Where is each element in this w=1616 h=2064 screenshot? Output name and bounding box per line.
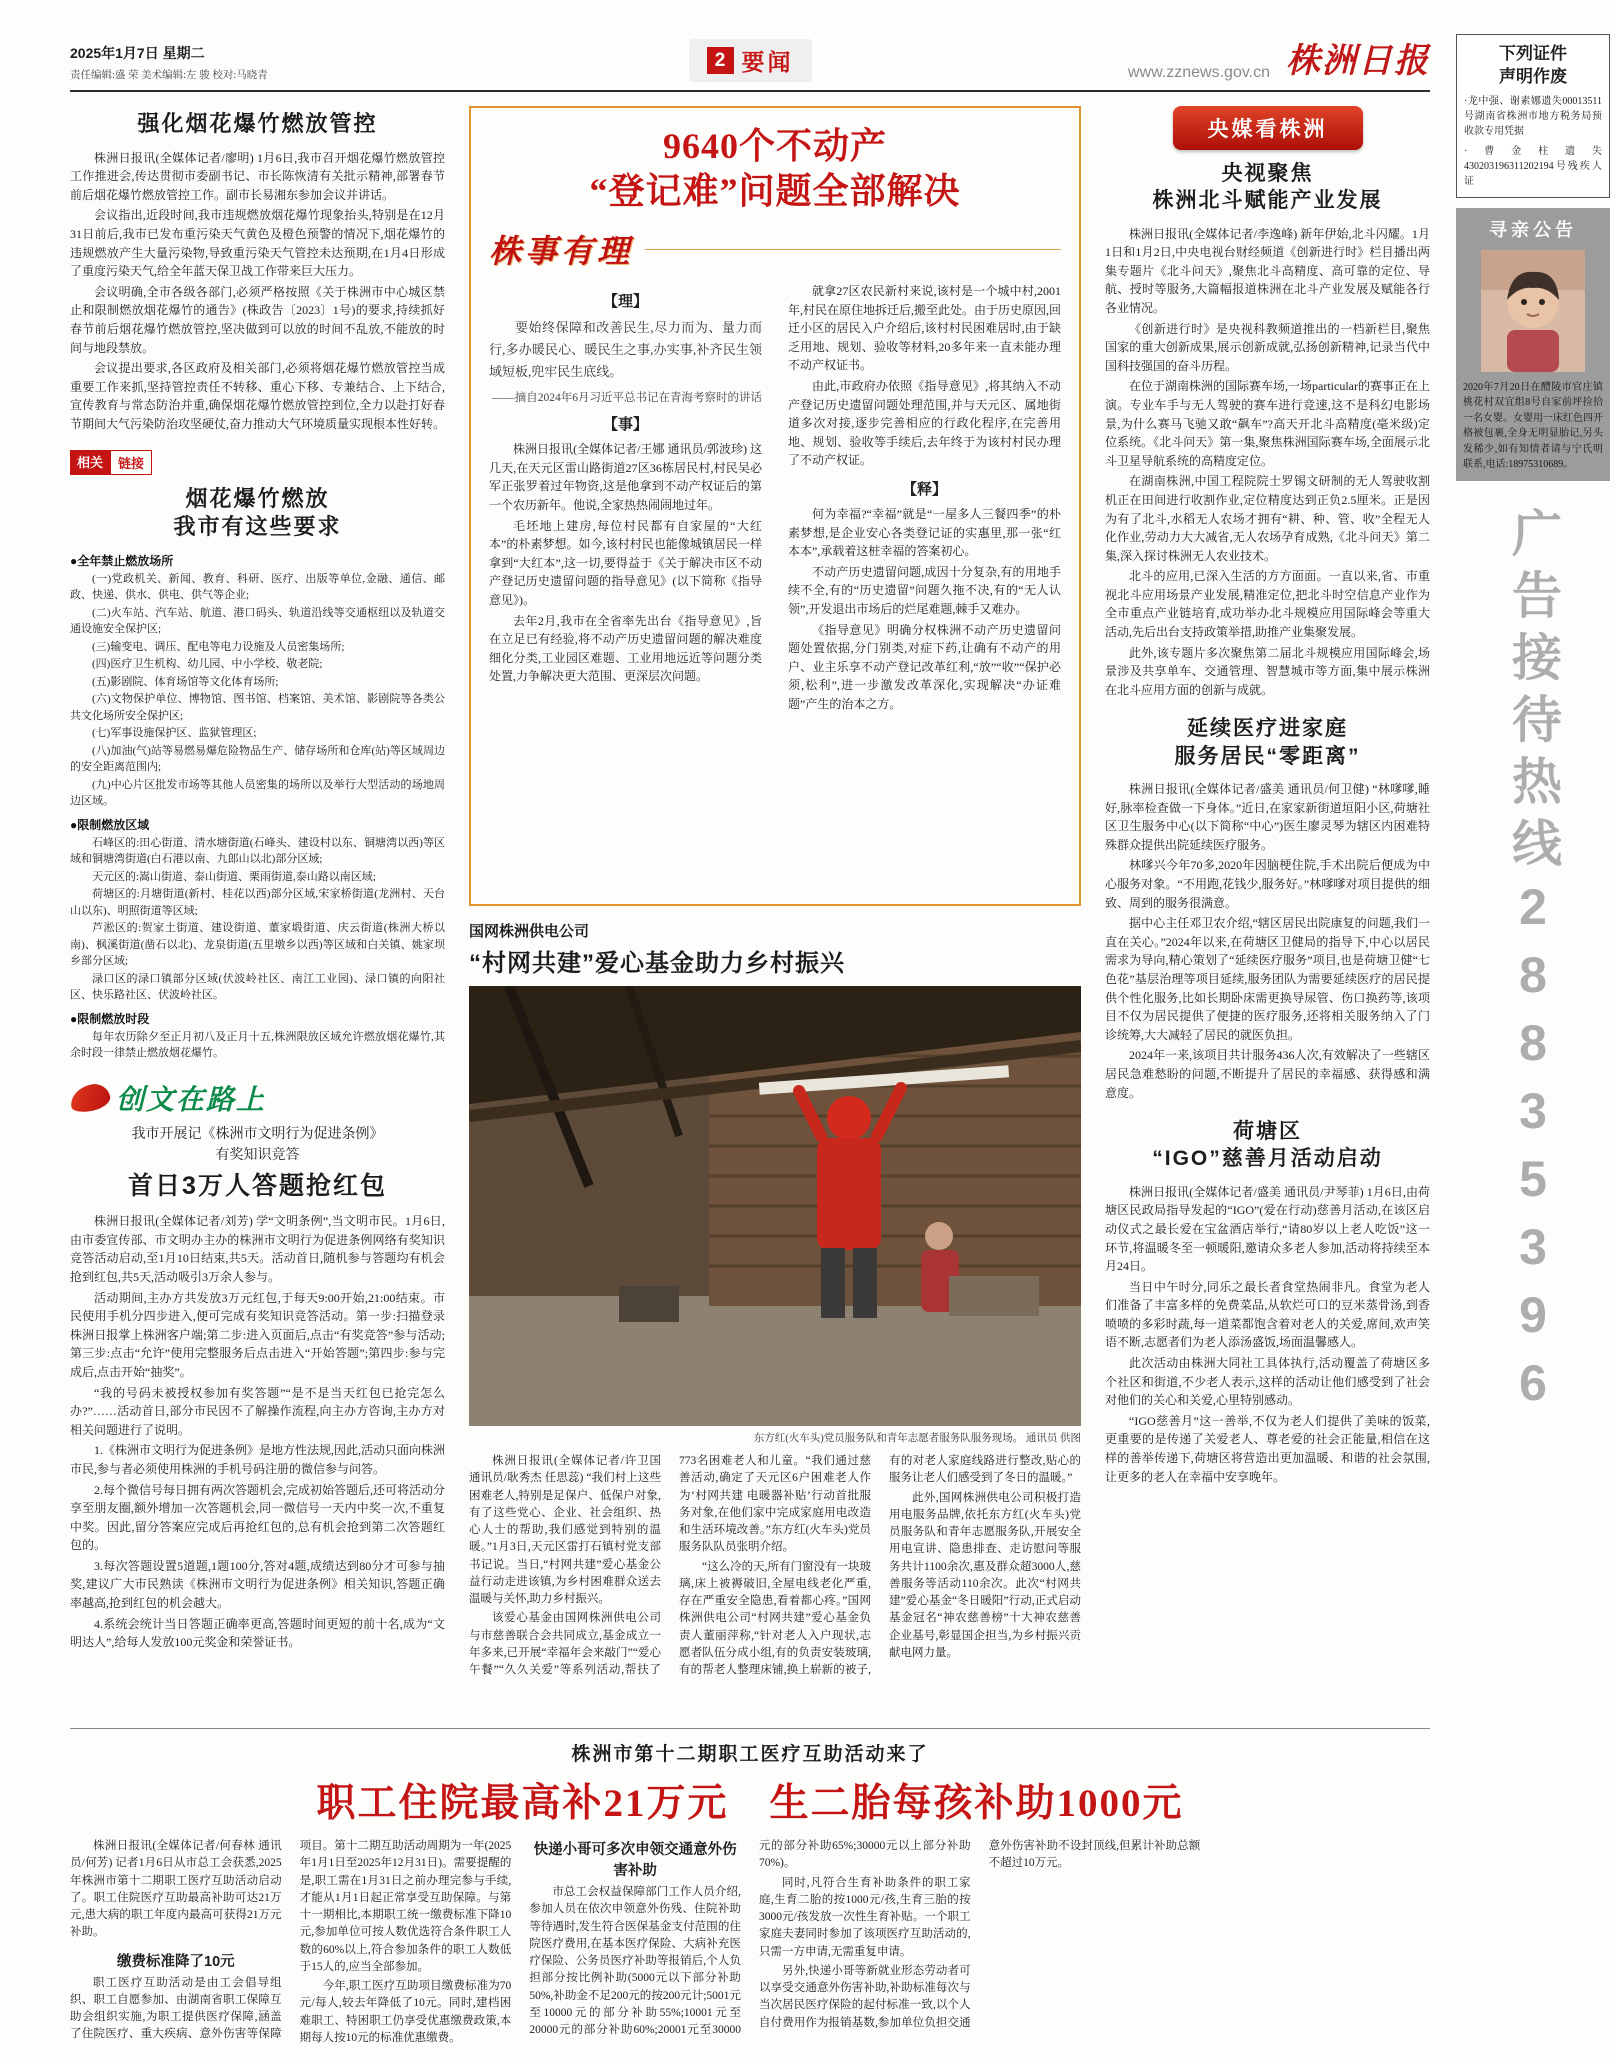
article-fireworks-rules	[70, 485, 445, 1062]
bottom-subhead-fee: 缴费标准降了10元	[117, 1953, 235, 1970]
article-igo-charity	[1105, 1118, 1430, 1486]
feature-headline: 9640个不动产 “登记难”问题全部解决	[589, 126, 961, 211]
story-kicker: 国网株洲供电公司	[469, 923, 590, 940]
chuangwen-logo	[70, 1078, 445, 1118]
article-title: 央视聚焦 株洲北斗赋能产业发展	[1152, 162, 1383, 213]
bottom-subhead-courier: 快递小哥可多次申领交通意外伤害补助	[533, 1842, 737, 1879]
feature-quote-source: ——摘自2024年6月习近平总书记在青海考察时的讲话	[491, 392, 762, 405]
article-title: 首日3万人答题抢红包	[128, 1171, 387, 1200]
child-photo	[1481, 250, 1585, 372]
article-kicker: 我市开展记《株洲市文明行为促进条例》 有奖知识竞答	[131, 1126, 384, 1163]
header-left	[70, 43, 689, 82]
bottom-kicker: 株洲市第十二期职工医疗互助活动来了	[571, 1744, 929, 1765]
missing-notice-title: 寻亲公告	[1489, 219, 1577, 240]
bottom-body-columns	[70, 1838, 1430, 2048]
article-body: 株洲日报讯(全媒体记者/盛美 通讯员/何卫健) “林嗲嗲,睡好,脉率检查做一下身体。”近日,在家家新街道垣阳小区,荷塘社区卫生服务中心(以下简称“中心”)医生廖灵琴为辖区内困难特殊群众提供出院延续医疗服务。 林嗲兴今年70多,2020年因脑梗住院,手术出院后便成为中心服务对象。“不用跑,花钱少,服务好。”林嗲嗲对项目提供的细致、周到的服务很满意。 据中心主任邓卫农介绍,“辖区居民出院康复的问题,我们一直在关心。”2024年以来,在荷塘区卫健局的指导下,中心以居民需求为导向,精心策划了“延续医疗服务”项目,也是荷塘卫健“七色花”基层治理等项目延续,服务团队为需要延续医疗的居民提供个性化服务,比如长期卧床需更换导尿管、伤口换药等,该项目不仅为居民提供了便捷的医疗服务,还将相关服务纳入了门诊统筹,大大减轻了居民的就医负担。 2024年一来,该项目共计服务436人次,有效解决了一些辖区居民急难愁盼的问题,不断提升了居民的幸福感、获得感和满意度。	[1105, 782, 1430, 1100]
rules-list	[70, 552, 445, 1062]
page-header	[70, 30, 1430, 82]
article-body: 株洲日报讯(全媒体记者/盛美 通讯员/尹琴菲) 1月6日,由荷塘区民政局指导发起的“IGO”(爱在行动)慈善月活动,在该区启动仪式之最长爱在宝盆酒店举行,“请80岁以上老人吃饭”这一环节,将温暖冬至一顿暖阳,邀请众多老人参加,活动将持续至本月24日。 当日中午时分,同乐之最长者食堂热闹非凡。食堂为老人们准备了丰富多样的免费菜品,从软烂可口的豆米蒸骨汤,到香喷喷的多彩时蔬,每一道菜都饱含着对老人的关爱,席间,欢声笑语不断,志愿者们为老人添汤盛饭,场面温馨感人。 此次活动由株洲大同社工具体执行,活动覆盖了荷塘区多个社区和街道,不少老人表示,这样的活动让他们感受到了社会对他们的关心和关爱,心里特别感动。 “IGO慈善月”这一善举,不仅为老人们提供了美味的饭菜,更重要的是传递了关爱老人、尊老爱的社会正能量,相信在这样的善举传递下,荷塘区将营造出更加温暖、和谐的社会氛围,让更多的老人在幸福中安享晚年。	[1105, 1184, 1430, 1484]
left-column	[70, 106, 445, 1716]
village-service-photo	[469, 986, 1081, 1426]
related-link-badge	[70, 450, 152, 475]
feature-shi2-body: 何为幸福?“幸福”就是“一屋多人三餐四季”的朴素梦想,是企业安心各类登记证的实惠里,那一张“红本本”,承载着这桩幸福的答案初心。 不动产历史遗留问题,成因十分复杂,有的用地手续不全,有的“历史遗留”问题久拖不决,有的“无人认领”,开发退出市场后的烂尾难题,棘手又难办。 《指导意见》明确分权株洲不动产历史遗留问题处置依据,分门别类,对症下药,让确有不动产的用户、业主乐享不动产登记改革红利,“放”“收”“保护必须,松利”,进一步激发改革深化,实现解决“办证难题”产生的治本之方。	[788, 506, 1061, 711]
issue-date: 2025年1月7日 星期二	[70, 45, 205, 61]
bottom-part2: 市总工会权益保障部门工作人员介绍,参加人员在依次申领意外伤残、住院补助等待遇时,发生符合医保基金支付范围的住院医疗费用,在基本医疗保险、大病补充医疗保险、公务员医疗补助等报销后,个人负担部分按比例补助(5000元以下部分补助50%,补助金不足200元的按200元计;5001元至10000元的部分补助55%;10001元至20000元的部分补助60%;20001元至30000元的部分补助65%;30000元以上部分补助70%)。 同时,凡符合生育补助条件的职工家庭,生育二胎的按1000元/孩,生育三胎的按3000元/孩发放一次性生育补贴。一个职工家庭夫妻同时参加了该项医疗互助活动的,只需一方申请,无需重复申请。 另外,快递小哥等新就业形态劳动者可以享受交通意外伤害补助,补助标准每次与当次居民医疗保险的起付标准一致,以个人自付费用作为报销基数,参加单位负担交通意外伤害补助不设封顶线,但累计补助总额不超过10万元。	[529, 1840, 1201, 2036]
rules-items: (一)党政机关、新闻、教育、科研、医疗、出版等单位,金融、通信、邮政、快递、供水、供电、供气等企业; (二)火车站、汽车站、航道、港口码头、轨道沿线等交通枢纽以及轨道交通设施安全保护区; (三)输变电、调压、配电等电力设施及人员密集场所; (四)医疗卫生机构、幼儿园、中小学校、敬老院; (五)影剧院、体育场馆等文化体育场所; (六)文物保护单位、博物馆、图书馆、档案馆、美术馆、影剧院等各类公共文化场所安全保护区; (七)军事设施保护区、监狱管理区; (八)加油(气)站等易燃易爆危险物品生产、储存场所和仓库(站)等区域周边的安全距离范围内; (九)中心片区批发市场等其他人员密集的场所以及举行大型活动的场地周边区域。	[70, 572, 445, 808]
masthead-logo: 株洲日报	[1286, 43, 1430, 80]
center-column	[469, 106, 1081, 1716]
article-title: 延续医疗进家庭 服务居民“零距离”	[1174, 717, 1361, 768]
editors-line: 责任编辑:盛 荣 美术编辑:左 骏 校对:马晓青	[70, 70, 268, 81]
story-title: “村网共建”爱心基金助力乡村振兴	[469, 950, 845, 977]
article-home-medical	[1105, 715, 1430, 1102]
article-title: 强化烟花爆竹燃放管控	[137, 111, 378, 136]
feature-body-columns	[489, 282, 1061, 906]
void-certificates-notice	[1456, 34, 1610, 198]
article-title: 荷塘区 “IGO”慈善月活动启动	[1152, 1120, 1383, 1171]
bottom-story-medical-mutual-aid	[70, 1728, 1430, 2048]
header-right	[812, 33, 1431, 82]
website-url[interactable]: www.zznews.gov.cn	[1128, 64, 1270, 81]
central-media-badge: 央媒看株洲	[1173, 106, 1363, 150]
rules-items: 石峰区的:田心街道、清水塘街道(石峰头、建设村以东、铜塘湾以西)等区域和铜塘湾街道(白石港以南、九郎山以北)部分区域; 天元区的:嵩山街道、泰山街道、栗雨街道,泰山路以南区域; 荷塘区的:月塘街道(新村、桂花以西)部分区域,宋家桥街道(龙洲村、天台山以东)、明照街道等区域; 芦淞区的:贺家土街道、建设街道、董家塅街道、庆云街道(株洲大桥以南)、枫溪街道(凿石以北)、龙泉街道(五里墩乡以西)等区域和白关镇、姚家坝乡部分区域; 渌口区的渌口镇部分区域(伏波岭社区、南江工业园)、渌口镇的向阳社区、快乐路社区、伏波岭社区。	[70, 836, 445, 1002]
label-li: 【理】	[602, 293, 648, 310]
missing-notice-body: 2020年7月20日在醴陵市官庄镇桃花村双宜组8号自家前坪捡拾一名女婴。女婴用一床红色四开格被包裹,全身无明显胎记,另头发稀少,如有知情者请与宁氏明联系,电话:18975310689。	[1463, 381, 1603, 471]
zhushi-youli-logo: 株事有理	[489, 233, 634, 269]
ad-hotline-vertical: 广告接待热线28835396	[1505, 506, 1561, 1423]
notice-items: ·龙中强、谢素娜遗失00013511号湖南省株洲市地方税务局预收款专用凭据 ·曹金柱遗失430203196311202194号残疾人证	[1464, 95, 1602, 187]
rules-section-head: ●限制燃放区域	[70, 817, 150, 832]
photo-illustration	[469, 986, 1081, 1426]
bottom-headline: 职工住院最高补21万元 生二胎每孩补助1000元	[316, 1782, 1184, 1825]
article-quiz-redpacket	[70, 1078, 445, 1652]
related-badge-right: 链接	[110, 450, 152, 475]
photo-caption: 东方红(火车头)党员服务队和青年志愿者服务队服务现场。 通讯员 供图	[753, 1433, 1081, 1444]
feature-box-registration	[469, 106, 1081, 906]
feature-quote: 要始终保障和改善民生,尽力而为、量力而行,多办暖民心、暖民生之事,办实事,补齐民生领域短板,兜牢民生底线。	[489, 320, 762, 380]
bottom-part1: 职工医疗互助活动是由工会倡导组织、职工自愿参加、由湖南省职工保障互助会组织实施,为职工提供医疗保障,涵盖了住院医疗、重大疾病、意外伤害等保障项目。第十二期互助活动周期为一年(2025年1月1日至2025年12月31日)。需要提醒的是,职工需在1月31日之前办理完参与手续,才能从1月1日起正常享受互助保障。与第十一期相比,本期职工统一缴费标准下降10元,参加单位可按人数优选符合条件职工人数的60%以上,符合参加条件的职工人数低于15人的,应当全部参加。 今年,职工医疗互助项目缴费标准为70元/每人,较去年降低了10元。同时,建档困难职工、特困职工仍享受优惠缴费政策,本期每人按10元的标准优惠缴费。	[70, 1840, 512, 2044]
story-body: 株洲日报讯(全媒体记者/许卫国 通讯员/耿秀杰 任思蕊) “我们村上这些困难老人,特别是足保户、低保户对象,有了这些党心、企业、社会组织、热心人士的帮助,我们感觉到特别的温暖。”1月3日,天元区雷打石镇村党支部书记说。当日,“村网共建”爱心基金公益行动走进该镇,为乡村困难群众送去温暖与关怀,助力乡村振兴。 该爱心基金由国网株洲供电公司与市慈善联合会共同成立,基金成立一年多来,已开展“幸福年会来敲门”“爱心午餐”“久久关爱”等系列活动,帮扶了773名困难老人和儿童。“我们通过慈善活动,确定了天元区6户困难老人作为‘村网共建 电暖器补贴’行动首批服务对象,在他们家中完成家庭用电改造和生活环境改善。”东方红(火车头)党员服务队队员张明介绍。 “这么冷的天,所有门窗没有一块玻璃,床上被褥破旧,全屋电线老化严重,存在严重安全隐患,看着都心疼。”国网株洲供电公司“村网共建”爱心基金负责人董丽萍称,“针对老人入户现状,志愿者队伍分成小组,有的负责安装玻璃,有的帮老人整理床铺,换上崭新的被子,有的对老人家庭线路进行整改,贴心的服务让老人们感受到了冬日的温暖。” 此外,国网株洲供电公司积极打造用电服务品牌,依托东方红(火车头)党员服务队和青年志愿服务队,开展安全用电宣讲、隐患排查、走访慰问等服务共计1100余次,惠及群众超3000人,慈善服务等活动110余次。此次“村网共建”爱心基金“冬日暖阳”行动,正式启动基金冠名“神农慈善榜”十大神农慈善企业基号,彰显国企担当,为乡村振兴贡献电网力量。	[469, 1455, 1081, 1676]
logo-rule	[645, 249, 1061, 250]
section-name: 要闻	[741, 49, 794, 75]
swoosh-icon	[70, 1081, 112, 1115]
article-title: 烟花爆竹燃放 我市有这些要求	[173, 485, 342, 540]
rules-section-head: ●全年禁止燃放场所	[70, 553, 174, 568]
related-badge-left: 相关	[70, 450, 110, 475]
article-body: 株洲日报讯(全媒体记者/刘芳) 学“文明条例”,当文明市民。1月6日,由市委宣传部、市文明办主办的株洲市文明行为促进条例网络有奖知识竞答活动启动,至1月10日结束,共5天。活动首日,随机参与答题均有机会抢到红包,共5天,活动吸引3万余人参与。 活动期间,主办方共发放3万元红包,于每天9:00开始,21:00结束。市民使用手机分四步进入,便可完成有奖知识竞答活动。第一步:扫描登录株洲日报掌上株洲客户端;第二步:进入页面后,点击“有奖竞答”参与活动;第三步:点击“允许”使用完整服务后点击进入“开始答题”;第四步:参与完成后,点击开始“抽奖”。 “我的号码未被授权参加有奖答题”“是不是当天红包已抢完怎么办?”……活动首日,部分市民因不了解操作流程,向主办方咨询,主办方对相关问题进行了说明。 1.《株洲市文明行为促进条例》是地方性法规,因此,活动只面向株洲市民,参与者必须使用株洲的手机号码注册的微信参与问答。 2.每个微信号每日拥有两次答题机会,完成初始答题后,还可将活动分享至朋友圈,额外增加一次答题机会,同一微信号一天内中奖一次,不重复中奖。因此,留分答案应完成后再抢红包的,总有机会抢到第二次答题红包的。 3.每次答题设置5道题,1题100分,答对4题,成绩达到80分才可参与抽奖,建议广大市民熟读《株洲市文明行为促进条例》相关知识,答题正确率越高,抢到红包的机会越大。 4.系统会统计当日答题正确率更高,答题时间更短的前十名,成为“文明达人”,给每人发放100元奖金和荣誉证书。	[70, 1214, 445, 1650]
notice-title: 下列证件 声明作废	[1499, 44, 1567, 86]
label-shi: 【事】	[602, 416, 648, 434]
chuangwen-logo-text: 创文在路上	[116, 1083, 267, 1115]
rules-section-head: ●限制燃放时段	[70, 1011, 150, 1026]
right-sidebar	[1446, 0, 1616, 2064]
rules-items: 每年农历除夕至正月初八及正月十五,株洲限放区域允许燃放烟花爆竹,其余时段一律禁止燃放烟花爆竹。	[70, 1030, 445, 1060]
missing-person-notice	[1456, 208, 1610, 481]
feature-logo-row	[489, 226, 1061, 272]
power-company-story	[469, 920, 1081, 1693]
article-body: 株洲日报讯(全媒体记者/廖明) 1月6日,我市召开烟花爆竹燃放管控工作推进会,传达贯彻市委副书记、市长陈恢清有关批示精神,部署春节前后烟花爆竹燃放管控工作。副市长易湘东参加会议并讲话。 会议指出,近段时间,我市违规燃放烟花爆竹现象抬头,特别是在12月31日前后,我市已发布重污染天气黄色及橙色预警的情况下,烟花爆竹的违规燃放产生大量污染物,导致重污染天气管控未达预期,在1月4日形成了重度污染天气,给全年蓝天保卫战工作带来巨大压力。 会议明确,全市各级各部门,必须严格按照《关于株洲市中心城区禁止和限制燃放烟花爆竹的通告》(株政告〔2023〕1号)的要求,持续抓好春节前后烟花爆竹燃放管控,坚决做到可以放的时间不乱放,不能放的时间与地段禁放。 会议提出要求,各区政府及相关部门,必须将烟花爆竹燃放管控当成重要工作来抓,坚持管控责任不转移、重心下移、专兼结合、上下结合,宣传教育与常态防治并重,确保烟花爆竹燃放管控到位,全力以赴打好春节期间大气污染防治攻坚硬仗,奋力推动大气环境质量实现根本性好转。	[70, 150, 445, 431]
article-body: 株洲日报讯(全媒体记者/李逸峰) 新年伊始,北斗闪耀。1月1日和1月2日,中央电视台财经频道《创新进行时》栏目播出两集专题片《北斗问天》,聚焦北斗高精度、高可靠的定位、导航、授时等服务,大篇幅报道株洲在北斗产业发展及赋能各行各业情况。 《创新进行时》是央视科教频道推出的一档新栏目,聚焦国家的重大创新成果,展示创新成就,弘扬创新精神,记录当代中国科技强国的奋斗历程。 在位于湖南株洲的国际赛车场,一场particular的赛事正在上演。专业车手与无人驾驶的赛车进行竞速,这不是科幻电影场景,为什么赛马飞驰又敢“飙车”?高天开北斗高精度(毫米级)定位系统。《北斗问天》第一集,聚焦株洲国际赛车场,全面展示北斗卫星导航系统的高精度定位。 在湖南株洲,中国工程院院士罗锡文研制的无人驾驶收割机正在田间进行收割作业,定位精度达到正负2.5厘米。正是因为有了北斗,水稻无人农场才拥有“耕、种、管、收”全程无人化作业,劳动力大大减省,无人农场孕育成熟,《北斗问天》第二集,深入探讨株洲无人农业技术。 北斗的应用,已深入生活的方方面面。一直以来,省、市重视北斗应用场景产业发展,精准定位,把北斗时空信息产业作为全市重点产业链培育,成功举办北斗规模应用国际峰会等重大活动,先后出台支持政策举措,助推产业集聚发展。 此外,该专题片多次聚焦第二届北斗规模应用国际峰会,场景涉及共享单车、交通管理、智慧城市等方面,集中展示株洲在北斗应用方面的创新与成就。	[1105, 226, 1430, 697]
section-badge	[689, 39, 812, 82]
article-fireworks-control	[70, 110, 445, 434]
article-beidou	[1105, 160, 1430, 699]
right-column	[1105, 106, 1430, 1716]
bottom-intro: 株洲日报讯(全媒体记者/何春林 通讯员/何芳) 记者1月6日从市总工会获悉,2025年株洲市第十二期职工医疗互助活动启动了。职工住院医疗互助最高补助可达21万元,患大病的职工年度内最高可获得21万元补助。	[70, 1840, 282, 1939]
feature-shi-body: 株洲日报讯(全媒体记者/王娜 通讯员/郭波珍) 这几天,在天元区雷山路街道27区36栋居民村,村民吴必军正张罗着过年物资,这是他拿到不动产权证后的第一个农历新年。他说,全家热热闹闹地过年。 毛坯地上建房,每位村民都有自家屋的“大红本”的朴素梦想。如今,该村村民也能像城镇居民一样拿到“大红本”,这一切,要得益于《关于解决市区不动产登记历史遗留问题的指导意见》(以下简称《指导意见》)。 去年2月,我市在全省率先出台《指导意见》,旨在立足已有经验,将不动产历史遗留问题的解决难度细化分类,工业园区难题、工业用地远近等问题分类处置,力争解决更大范围、更深层次问题。 就拿27区农民新村来说,该村是一个城中村,2001年,村民在原住地拆迁后,搬至此处。由于历史原因,回迁小区的居民入户介绍后,该村村民困难居时,由于缺乏用地、规划、验收等材料,20多年来一直未能办理不动产权证书。 由此,市政府办依照《指导意见》,将其纳入不动产登记历史遗留问题处理范围,并与天元区、属地街道多次对接,逐步完善相应的行政化程序,在完善用地、规划、验收等手续后,去年终于为该村村民办理了不动产权证。	[489, 284, 1062, 684]
child-photo-illustration	[1481, 250, 1585, 372]
header-rule	[70, 90, 1430, 92]
content-columns	[70, 106, 1430, 1716]
page-number: 2	[707, 47, 734, 74]
label-shi2: 【释】	[901, 480, 947, 498]
